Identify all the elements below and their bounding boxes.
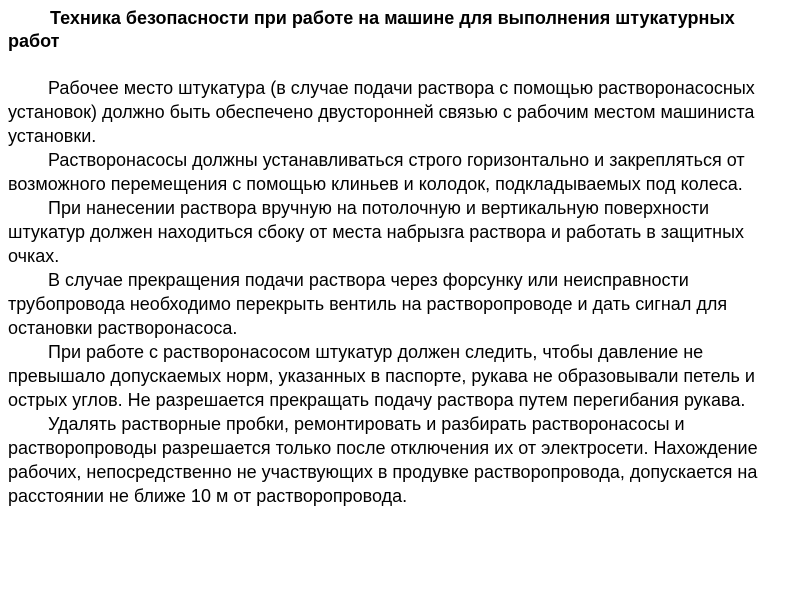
document-title: Техника безопасности при работе на машине для выполнения штукатурных работ [8, 8, 735, 51]
paragraph-manual-application: При нанесении раствора вручную на потолочную и вертикальную поверхности штукатур должен находиться сбоку от места набрызга раствора и работать в защитных очках. [8, 198, 745, 266]
paragraph-pressure-monitoring: При работе с растворонасосом штукатур должен следить, чтобы давление не превышало допускаемых норм, указанных в паспорте, рукава не образовывали петель и острых углов. Не разрешается прекращать подачу раствора путем перегибания рукава. [8, 342, 755, 410]
paragraph-supply-stoppage: В случае прекращения подачи раствора через форсунку или неисправности трубопровода необходимо перекрыть вентиль на растворопроводе и дать сигнал для остановки растворонасоса. [8, 270, 728, 338]
paragraph-repair-and-clearing: Удалять растворные пробки, ремонтировать и разбирать растворонасосы и растворопроводы разрешается только после отключения их от электросети. Нахождение рабочих, непосредственно не участвующих в продувке растворопровода, допускается на расстоянии не ближе 10 м от растворопровода. [8, 414, 758, 506]
paragraph-workplace-communication: Рабочее место штукатура (в случае подачи раствора с помощью растворонасосных установок) должно быть обеспечено двусторонней связью с рабочим местом машиниста установки. [8, 78, 755, 146]
title-spacer [8, 53, 788, 76]
paragraph-pump-installation: Растворонасосы должны устанавливаться строго горизонтально и закрепляться от возможного перемещения с помощью клиньев и колодок, подкладываемых под колеса. [8, 150, 745, 194]
